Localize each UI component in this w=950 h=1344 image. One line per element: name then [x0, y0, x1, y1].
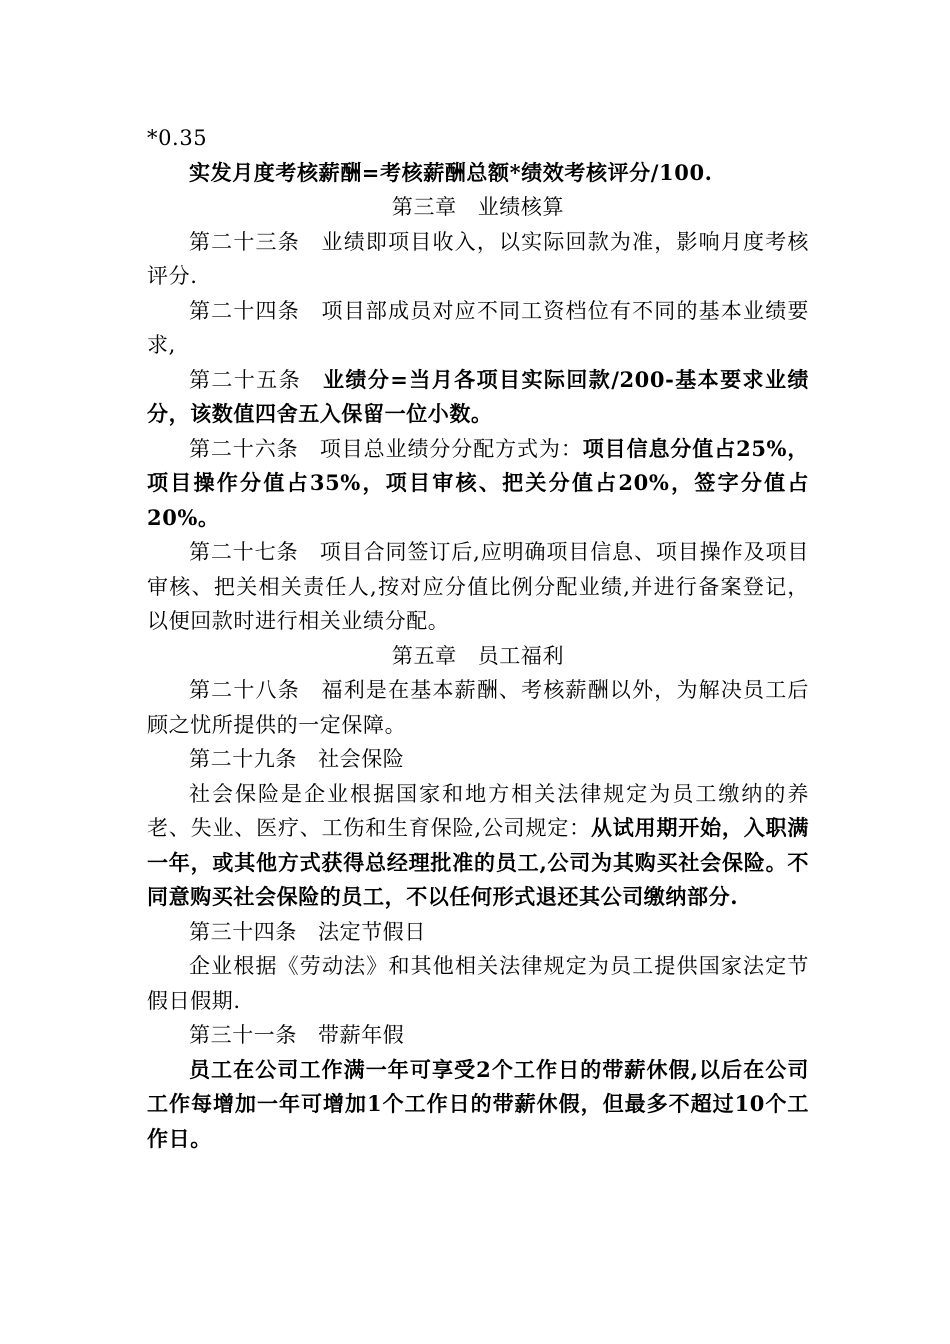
- document-body: [147, 121, 809, 1156]
- article-25-text: 业绩分=当月各项目实际回款/200-基本要求业绩分，该数值四舍五入保留一位小数。: [147, 366, 809, 426]
- article-25-number: 第二十五条: [189, 367, 302, 392]
- chapter-3-number: 第三章: [391, 195, 457, 219]
- chapter-5-heading: [147, 639, 809, 674]
- article-25: [147, 363, 809, 432]
- formula-text: 实发月度考核薪酬=考核薪酬总额*绩效考核评分/100.: [189, 159, 713, 185]
- article-28: [147, 673, 809, 742]
- article-34-title: 法定节假日: [318, 919, 426, 944]
- social-insurance-bold: 从试用期开始，入职满一年，或其他方式获得总经理批准的员工,公司为其购买社会保险。不同意购买社会保险的员工，不以任何形式退还其公司缴纳部分.: [147, 815, 809, 909]
- article-28-text: 福利是在基本薪酬、考核薪酬以外，为解决员工后顾之忧所提供的一定保障。: [147, 678, 810, 737]
- article-27-text: 项目合同签订后,应明确项目信息、项目操作及项目审核、把关相关责任人,按对应分值比例分配业绩,并进行备案登记，以便回款时进行相关业绩分配。: [147, 540, 809, 633]
- article-31-title: 带薪年假: [318, 1023, 405, 1047]
- article-24-number: 第二十四条: [189, 298, 300, 323]
- holiday-paragraph: [147, 949, 809, 1018]
- formula-line: [147, 156, 809, 191]
- article-31-heading: [147, 1018, 809, 1053]
- article-29-number: 第二十九条: [189, 747, 297, 771]
- article-34-heading: [147, 915, 809, 950]
- article-31-number: 第三十一条: [189, 1023, 297, 1047]
- formula-tail: *0.35: [147, 126, 208, 150]
- chapter-5-title: 员工福利: [477, 643, 565, 668]
- annual-leave-text: 员工在公司工作满一年可享受2个工作日的带薪休假,以后在公司工作每增加一年可增加1个工作日的带薪休假，但最多不超过10个工作日。: [147, 1056, 809, 1151]
- social-insurance-lead: 社会保险是企业根据国家和地方相关法律规定为员工缴纳的养老、失业、医疗、工伤和生育保险,公司规定：: [147, 781, 809, 840]
- article-26-bold: 项目信息分值占25%，项目操作分值占35%，项目审核、把关分值占20%，签字分值占20%。: [147, 435, 810, 530]
- article-24: [147, 294, 809, 363]
- annual-leave-paragraph: [147, 1053, 809, 1157]
- article-26-number: 第二十六条: [189, 436, 299, 461]
- chapter-5-number: 第五章: [391, 643, 457, 668]
- article-24-text: 项目部成员对应不同工资档位有不同的基本业绩要求,: [147, 298, 810, 357]
- article-29-heading: [147, 742, 809, 777]
- article-26-lead: 项目总业绩分分配方式为：: [319, 436, 583, 461]
- article-23-text: 业绩即项目收入，以实际回款为准，影响月度考核评分.: [147, 229, 810, 288]
- social-insurance-paragraph: [147, 777, 809, 915]
- article-27-number: 第二十七条: [189, 540, 299, 564]
- article-27: [147, 535, 809, 639]
- article-23-number: 第二十三条: [189, 229, 300, 254]
- article-29-title: 社会保险: [318, 747, 405, 771]
- chapter-3-title: 业绩核算: [477, 195, 565, 219]
- article-34-number: 第三十四条: [189, 919, 297, 944]
- article-26: [147, 432, 809, 536]
- article-23: [147, 225, 809, 294]
- article-28-number: 第二十八条: [189, 678, 300, 702]
- holiday-text: 企业根据《劳动法》和其他相关法律规定为员工提供国家法定节假日假期.: [147, 954, 809, 1013]
- chapter-3-heading: [147, 190, 809, 225]
